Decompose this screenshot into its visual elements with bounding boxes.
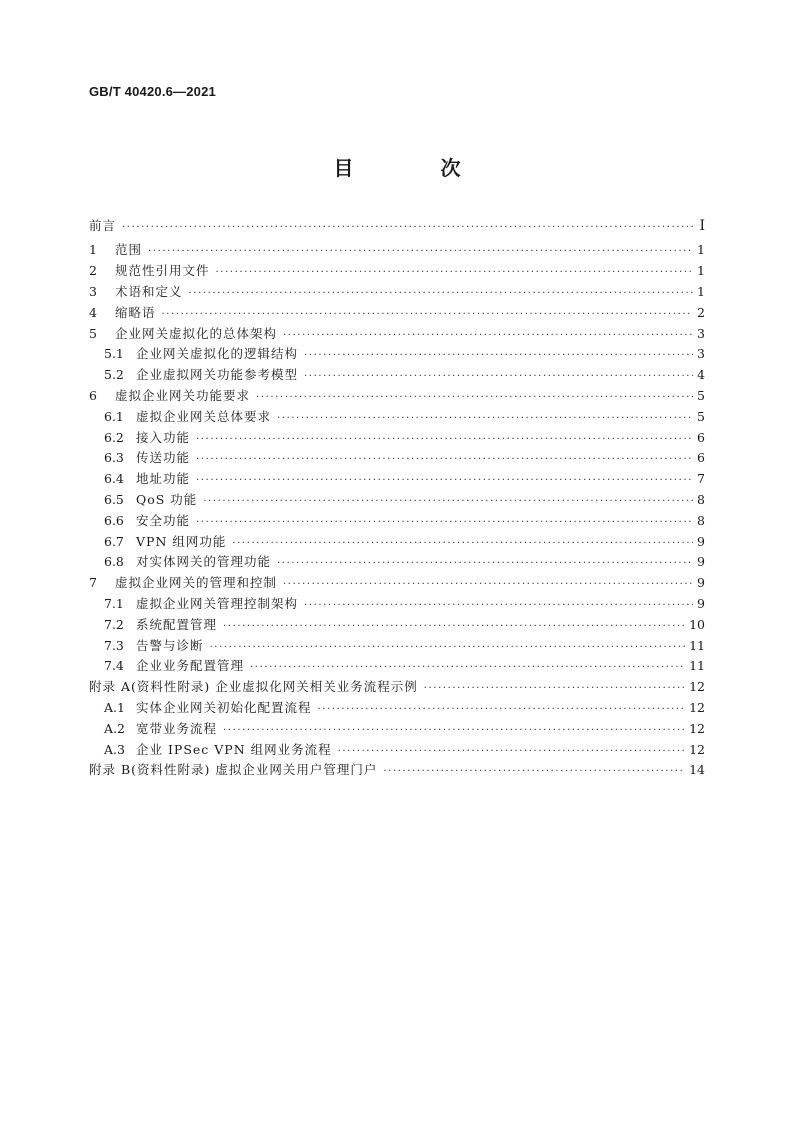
toc-dot-leader (210, 638, 686, 659)
toc-entry-number: 7.3 (104, 637, 124, 653)
toc-entry[interactable] (89, 656, 705, 677)
toc-dot-leader (250, 658, 685, 679)
toc-entry-title: 企业网关虚拟化的逻辑结构 (136, 346, 299, 362)
toc-dot-leader (304, 346, 693, 367)
toc-entry-number: 5.2 (104, 367, 124, 383)
toc-dot-leader (256, 388, 693, 409)
toc-entry-title: 附录 A(资料性附录) 企业虚拟化网关相关业务流程示例 (89, 679, 418, 695)
toc-entry[interactable] (89, 490, 705, 511)
toc-dot-leader (148, 242, 693, 263)
toc-page-number: 3 (697, 325, 705, 341)
toc-entry-title: 虚拟企业网关总体要求 (136, 408, 272, 424)
toc-entry-title: VPN 组网功能 (136, 533, 227, 549)
toc-entry-title: 对实体网关的管理功能 (136, 554, 272, 570)
toc-page-number: 1 (697, 242, 705, 258)
toc-entry-title: 企业虚拟网关功能参考模型 (136, 367, 299, 383)
toc-entry[interactable] (89, 760, 705, 781)
toc-entry-number: A.2 (104, 720, 125, 736)
toc-entry[interactable] (89, 511, 705, 532)
toc-entry[interactable] (89, 407, 705, 428)
toc-entry-number: 7 (89, 575, 97, 591)
toc-dot-leader (283, 575, 693, 596)
toc-page-number: 2 (697, 304, 705, 320)
toc-page-number: 11 (689, 637, 705, 653)
toc-entry[interactable] (89, 552, 705, 573)
toc-entry-title: 企业 IPSec VPN 组网业务流程 (136, 741, 332, 757)
toc-dot-leader (318, 700, 686, 721)
toc-entry-number: 4 (89, 304, 97, 320)
toc-dot-leader (189, 284, 693, 305)
toc-entry-title: 虚拟企业网关的管理和控制 (115, 575, 278, 591)
toc-entry[interactable] (89, 282, 705, 303)
toc-entry[interactable] (89, 677, 705, 698)
toc-page-number: 7 (697, 471, 705, 487)
toc-entry-number: 7.4 (104, 658, 124, 674)
toc-dot-leader (162, 305, 693, 326)
toc-dot-leader (424, 679, 685, 700)
toc-entry[interactable] (89, 636, 705, 657)
toc-entry-number: A.3 (104, 741, 125, 757)
toc-page-number: 8 (697, 491, 705, 507)
toc-page-number: 3 (697, 346, 705, 362)
toc-entry-number: 6.4 (104, 471, 124, 487)
toc-page-number: 6 (697, 429, 705, 445)
toc-dot-leader (277, 409, 693, 430)
toc-dot-leader (277, 554, 693, 575)
toc-dot-leader (196, 430, 693, 451)
toc-entry[interactable] (89, 365, 705, 386)
toc-entry-number: 6.2 (104, 429, 124, 445)
toc-entry-title: 告警与诊断 (136, 637, 204, 653)
toc-entry-number: A.1 (104, 699, 125, 715)
toc-entry-title: 范围 (115, 242, 143, 258)
toc-entry-number: 6.8 (104, 554, 124, 570)
toc-dot-leader (196, 513, 693, 534)
toc-dot-leader (283, 326, 693, 347)
toc-dot-leader (223, 617, 685, 638)
toc-entry-number: 6 (89, 387, 97, 403)
toc-entry-number: 7.2 (104, 616, 124, 632)
toc-entry-number: 5 (89, 325, 97, 341)
toc-dot-leader (223, 721, 685, 742)
toc-page-number: 5 (697, 387, 705, 403)
toc-page-number: 9 (697, 575, 705, 591)
toc-entry-title: 企业业务配置管理 (136, 658, 245, 674)
toc-dot-leader (203, 492, 693, 513)
toc-entry[interactable] (89, 573, 705, 594)
toc-dot-leader (122, 218, 693, 239)
toc-dot-leader (304, 596, 693, 617)
toc-entry-title: 系统配置管理 (136, 616, 218, 632)
toc-page-number: 12 (689, 741, 705, 757)
toc-entry[interactable] (89, 469, 705, 490)
toc-entry-title: 实体企业网关初始化配置流程 (136, 699, 312, 715)
toc-entry-title: 虚拟企业网关功能要求 (115, 387, 251, 403)
toc-entry[interactable] (89, 719, 705, 740)
toc-dot-leader (383, 762, 685, 783)
toc-page-number: 11 (689, 658, 705, 674)
toc-entry[interactable] (89, 698, 705, 719)
toc-entry-number: 6.6 (104, 512, 124, 528)
toc-entry[interactable] (89, 532, 705, 553)
toc-entry-title: 接入功能 (136, 429, 191, 445)
toc-entry-title: 附录 B(资料性附录) 虚拟企业网关用户管理门户 (89, 762, 378, 778)
toc-entry[interactable] (89, 615, 705, 636)
page-title: 目 次 (333, 156, 501, 180)
toc-entry-title: 规范性引用文件 (115, 263, 210, 279)
toc-entry-title: QoS 功能 (136, 491, 198, 507)
toc-entry-title: 企业网关虚拟化的总体架构 (115, 325, 278, 341)
toc-page-number: 4 (697, 367, 705, 383)
toc-page-number: 8 (697, 512, 705, 528)
toc-entry-number: 1 (89, 242, 97, 258)
toc-entry-title: 地址功能 (136, 471, 191, 487)
toc-entry[interactable] (89, 740, 705, 761)
toc-entry-title: 缩略语 (115, 304, 156, 320)
toc-entry-title: 虚拟企业网关管理控制架构 (136, 595, 299, 611)
toc-entry[interactable] (89, 303, 705, 324)
toc-entry-title: 术语和定义 (115, 283, 183, 299)
toc-dot-leader (232, 534, 693, 555)
toc-entry[interactable] (89, 240, 705, 261)
toc-page-number: 12 (689, 720, 705, 736)
toc-dot-leader (304, 367, 693, 388)
toc-entry[interactable] (89, 594, 705, 615)
toc-entry[interactable] (89, 261, 705, 282)
toc-dot-leader (216, 263, 693, 284)
toc-dot-leader (338, 742, 685, 763)
toc-page-number: 12 (689, 679, 705, 695)
toc-entry[interactable] (89, 428, 705, 449)
toc-page-number: 6 (697, 450, 705, 466)
toc-page-number: 12 (689, 699, 705, 715)
toc-page-number: 9 (697, 533, 705, 549)
toc-entry-number: 6.3 (104, 450, 124, 466)
toc-entry[interactable] (89, 344, 705, 365)
toc-entry-number: 7.1 (104, 595, 124, 611)
toc-page-number: 10 (689, 616, 705, 632)
toc-entry-title: 安全功能 (136, 512, 191, 528)
toc-entry-title: 宽带业务流程 (136, 720, 218, 736)
toc-page-number: 9 (697, 595, 705, 611)
toc-entry[interactable] (89, 324, 705, 345)
toc-entry[interactable] (89, 216, 705, 240)
standard-code: GB/T 40420.6—2021 (89, 84, 216, 99)
toc-entry-number: 3 (89, 283, 97, 299)
toc-page-number: 1 (697, 263, 705, 279)
toc-page-number: 1 (697, 283, 705, 299)
toc-page-number: 5 (697, 408, 705, 424)
toc-entry-number: 6.5 (104, 491, 124, 507)
toc-page-number: Ⅰ (699, 218, 705, 234)
table-of-contents (89, 216, 705, 781)
toc-dot-leader (196, 450, 693, 471)
toc-entry-title: 前言 (89, 218, 117, 233)
toc-entry-number: 5.1 (104, 346, 124, 362)
toc-dot-leader (196, 471, 693, 492)
toc-page-number: 9 (697, 554, 705, 570)
toc-entry[interactable] (89, 448, 705, 469)
toc-entry-number: 6.7 (104, 533, 124, 549)
toc-entry[interactable] (89, 386, 705, 407)
toc-page-number: 14 (689, 762, 705, 778)
toc-entry-number: 2 (89, 263, 97, 279)
toc-entry-title: 传送功能 (136, 450, 191, 466)
toc-entry-number: 6.1 (104, 408, 124, 424)
